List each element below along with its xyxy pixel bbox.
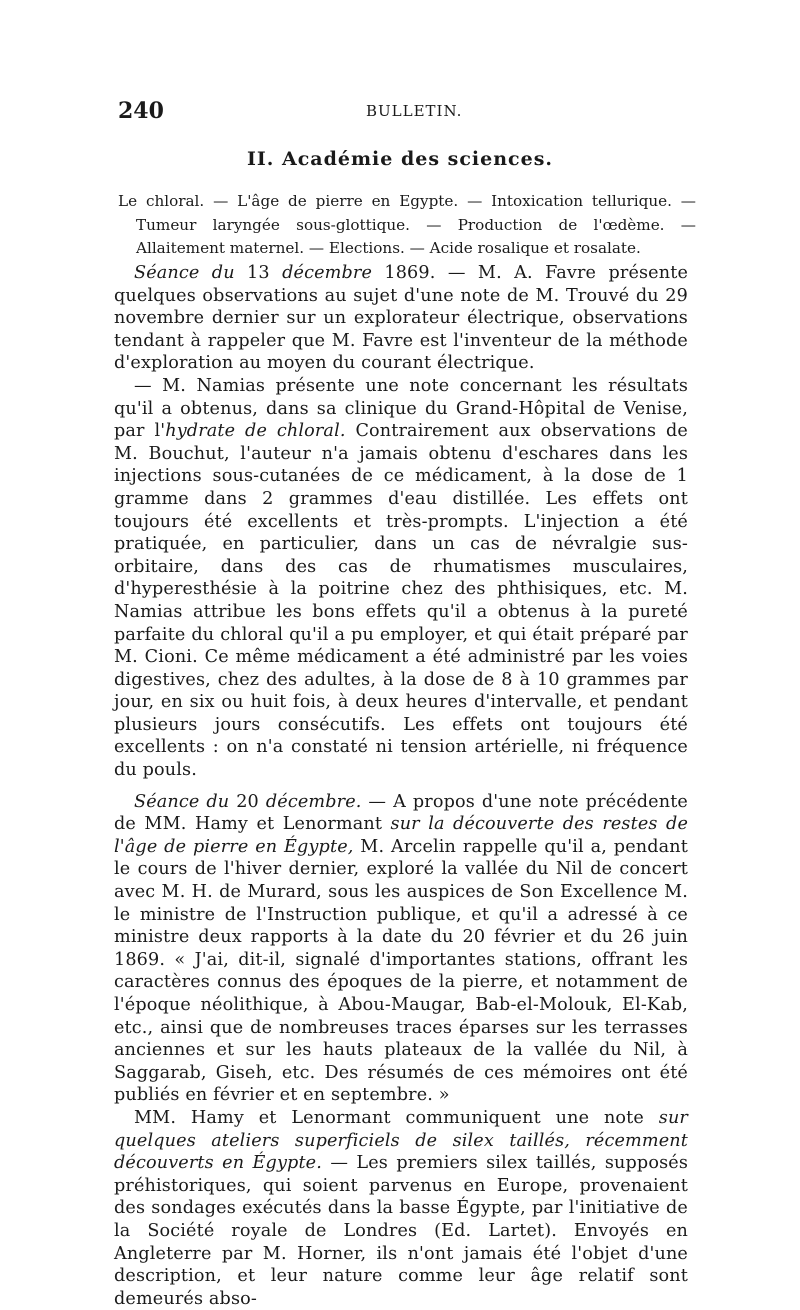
paragraph-text: 1869. — M. A. Favre présente quelques observations au sujet d'une note de M. Trouvé du 29 novembre dernier sur un explorateur électrique, observations tendant à rappeler que M. Favre est l'inventeur de la méthode d'exploration au moyen du courant électrique. [114,263,689,374]
body-text [114,262,688,1310]
paragraph-text: Contrairement aux observations de M. Bouchut, l'auteur n'a jamais obtenu d'eschares dans les injections sous-cutanées de ce médicament, à la dose de 1 gramme dans 2 grammes d'eau distillée. Les effets ont toujours été excellents et très-prompts. L'injection a été pratiquée, en particulier, dans un cas de névralgie sus-orbitaire, dans des cas de rhumatismes musculaires, d'hyperesthésie à la poitrine chez des phthisiques, etc. M. Namias attribue les bons effets qu'il a obtenus à la pureté parfaite du chloral qu'il a pu employer, et qui était préparé par M. Cioni. Ce même médicament a été administré par les voies digestives, chez des adultes, à la dose de 8 à 10 grammes par jour, en six ou huit fois, à deux heures d'intervalle, et pendant plusieurs jours consécutifs. Les effets ont toujours été excellents : on n'a constaté ni tension artérielle, ni fréquence du pouls. [114,421,688,781]
italic-term: hydrate de chloral. [165,421,346,442]
section-summary [118,190,696,261]
seance-month: décembre. [265,791,362,812]
paragraph-seance-20-decembre [114,791,688,1107]
summary-text: Le chloral. — L'âge de pierre en Egypte. — Intoxication tellurique. — Tumeur laryngée sous-glottique. — Production de l'œdème. — Allaitement maternel. — Elections. — Acide rosalique et rosalate. [118,192,696,257]
italic-title: sur la découverte des restes de l'âge de pierre en Égypte, [114,814,689,857]
paragraph-namias [114,375,688,782]
seance-label: Séance du [134,791,230,812]
paragraph-text: — M. Namias présente une note concernant les résultats qu'il a obtenus, dans sa clinique du Grand-Hôpital de Venise, par l' [114,375,688,442]
paragraph-text: — A propos d'une note précédente de MM. Hamy et Lenormant [114,791,688,835]
seance-day: 13 [234,263,283,283]
page-header [118,98,683,126]
page-number: 240 [118,98,164,124]
paragraph-text: — Les premiers silex taillés, supposés préhistoriques, qui soient parvenus en Europe, provenaient des sondages exécutés dans la basse Égypte, par l'initiative de la Société royale de Londres (Ed. Lartet). Envoyés en Angleterre par M. Horner, ils n'ont jamais été l'objet d'une description, et leur nature comme leur âge relatif sont demeurés abso- [114,1153,688,1309]
seance-day: 20 [229,791,266,812]
section-title: II. Académie des sciences. [246,148,554,170]
italic-title: sur quelques ateliers superficiels de silex taillés, récemment découverts en Égypte. [114,1107,688,1174]
paragraph-seance-13-decembre [114,262,688,375]
running-head: BULLETIN. [366,102,463,120]
paragraph-text: M. Arcelin rappelle qu'il a, pendant le cours de l'hiver dernier, exploré la vallée du Nil de concert avec M. H. de Murard, sous les auspices de Son Excellence M. le ministre de l'Instruction publique, et qu'il a adressé à ce ministre deux rapports à la date du 20 février et du 26 juin 1869. « J'ai, dit-il, signalé d'importantes stations, offrant les caractères connus des époques de la pierre, et notamment de l'époque néolithique, à Abou-Maugar, Bab-el-Molouk, El-Kab, etc., ainsi que de nombreuses traces éparses sur les terrasses anciennes et sur les hauts plateaux de la vallée du Nil, à Saggarab, Giseh, etc. Des résumés de ces mémoires ont été publiés en février et en septembre. » [114,836,688,1106]
seance-month: décembre [282,263,373,283]
seance-label: Séance du [134,263,235,283]
paragraph-text: MM. Hamy et Lenormant communiquent une note [134,1107,659,1128]
paragraph-hamy-lenormant [114,1107,688,1310]
